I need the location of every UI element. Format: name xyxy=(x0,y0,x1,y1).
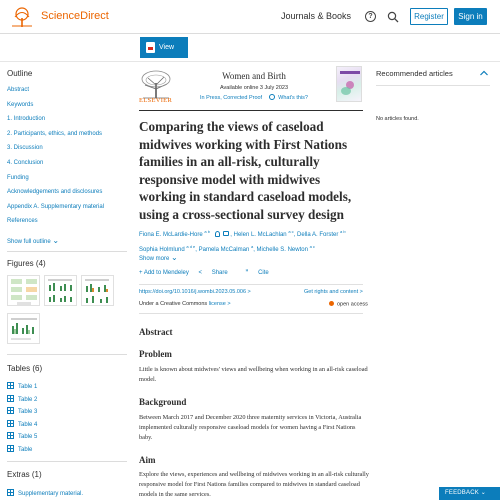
pdf-icon xyxy=(146,42,155,53)
table-link-6[interactable] xyxy=(7,445,37,458)
author-link[interactable]: Fiona E. McLardie-Hore xyxy=(139,232,203,238)
open-access-icon xyxy=(329,301,334,306)
table-link-2[interactable] xyxy=(7,395,37,408)
figure-chart-icon xyxy=(45,276,77,306)
share-icon: < xyxy=(198,270,204,276)
elsevier-tree-logo-icon[interactable] xyxy=(9,6,35,28)
doi-text: https://doi.org/10.1016/j.wombi.2023.05.006 xyxy=(139,289,247,295)
table-icon xyxy=(7,445,14,452)
person-icon[interactable] xyxy=(215,231,220,237)
cite-label: Cite xyxy=(258,270,269,276)
table-link-label: Table 4 xyxy=(18,421,38,428)
author-affiliation[interactable]: a b xyxy=(204,229,210,234)
tables-list xyxy=(7,382,37,458)
figure-flowchart-icon xyxy=(8,276,40,306)
license-notice: Under a Creative Commons license > xyxy=(139,301,231,307)
license-prefix: Under a Creative Commons xyxy=(139,301,208,307)
in-press-label[interactable]: In Press, Corrected Proof xyxy=(200,95,263,101)
author-list xyxy=(139,226,369,256)
outline-item-discussion[interactable]: 3. Discussion xyxy=(7,145,43,152)
aim-heading: Aim xyxy=(139,455,156,465)
figure-thumbnail-1[interactable] xyxy=(7,275,40,306)
doi-link[interactable]: https://doi.org/10.1016/j.wombi.2023.05.006 > xyxy=(139,289,251,295)
author-affiliation[interactable]: a xyxy=(250,244,254,249)
author-line xyxy=(139,226,369,241)
email-icon[interactable] xyxy=(223,231,229,236)
chevron-up-icon[interactable] xyxy=(479,69,489,77)
problem-heading: Problem xyxy=(139,349,172,359)
divider xyxy=(139,313,363,314)
divider xyxy=(139,110,363,111)
journals-books-link[interactable]: Journals & Books xyxy=(281,11,352,21)
document-icon xyxy=(7,489,14,496)
table-icon xyxy=(7,432,14,439)
table-icon xyxy=(7,407,14,414)
view-pdf-button[interactable] xyxy=(140,37,188,72)
table-link-label: Table 1 xyxy=(18,384,38,390)
table-link-4[interactable] xyxy=(7,420,37,433)
table-icon xyxy=(7,382,14,389)
author-link[interactable]: Sophia Holmlund xyxy=(139,247,185,253)
table-link-label: Table xyxy=(18,446,33,453)
figure-thumbnail-2[interactable] xyxy=(44,275,77,306)
divider xyxy=(376,85,490,86)
chevron-down-icon: ⌄ xyxy=(52,236,60,245)
divider xyxy=(7,461,127,462)
table-icon xyxy=(7,420,14,427)
outline-list xyxy=(7,86,127,232)
author-link[interactable]: , Della A. Forster xyxy=(293,232,339,238)
table-link-label: Table 5 xyxy=(18,434,38,441)
outline-item-keywords[interactable]: Keywords xyxy=(7,101,34,108)
author-link[interactable]: , Pamela McCalman xyxy=(195,247,250,253)
outline-item-introduction[interactable]: 1. Introduction xyxy=(7,116,46,123)
table-link-5[interactable] xyxy=(7,432,37,445)
show-full-outline-label: Show full outline xyxy=(7,239,51,245)
available-online-date: Available online 3 July 2023 xyxy=(219,85,289,91)
in-press-status xyxy=(180,94,328,101)
feedback-button[interactable]: FEEDBACK ⌄ xyxy=(439,487,500,500)
background-paragraph: Between March 2017 and December 2020 three maternity services in Victoria, Australia implemented culturally responsive caseload models for women having a First Nations baby. xyxy=(139,414,362,441)
outline-title: Outline xyxy=(7,69,33,78)
extras-title: Extras (1) xyxy=(7,470,42,479)
figure-chart-icon xyxy=(8,314,40,344)
brand-name[interactable]: ScienceDirect xyxy=(41,10,109,22)
outline-item-references[interactable]: References xyxy=(7,218,38,225)
outline-item-participants[interactable]: 2. Participants, ethics, and methods xyxy=(7,130,103,137)
author-affiliation[interactable]: a b xyxy=(340,229,346,234)
cover-title-band xyxy=(340,71,360,74)
register-button[interactable]: Register xyxy=(410,8,448,25)
search-icon[interactable] xyxy=(387,11,399,23)
info-icon[interactable] xyxy=(269,94,275,100)
quote-icon: ” xyxy=(245,270,251,276)
sign-in-button[interactable]: Sign in xyxy=(454,8,487,25)
outline-item-conclusion[interactable]: 4. Conclusion xyxy=(7,159,44,166)
divider xyxy=(7,354,127,355)
journal-title[interactable]: Women and Birth xyxy=(222,71,286,81)
outline-item-funding[interactable]: Funding xyxy=(7,174,29,181)
cite-button[interactable] xyxy=(245,270,276,276)
table-link-label: Table 3 xyxy=(18,409,38,416)
no-articles-message: No articles found. xyxy=(376,116,419,122)
share-button[interactable] xyxy=(199,270,236,276)
journal-cover-image[interactable] xyxy=(336,66,362,102)
article-toolbar xyxy=(0,34,500,72)
article-title: Comparing the views of caseload midwives working with First Nations families in an all-risk, culturally responsive model with midwives working in standard caseload models, using a cross-sectional survey design xyxy=(139,119,352,222)
tables-title: Tables (6) xyxy=(7,364,43,373)
add-to-mendeley-button[interactable]: + Add to Mendeley xyxy=(139,270,189,276)
get-rights-link[interactable]: Get rights and content > xyxy=(304,289,363,295)
supplementary-material-link[interactable] xyxy=(7,489,83,497)
figure-thumbnail-4[interactable] xyxy=(7,313,40,344)
author-link[interactable]: , Helen L. McLachlan xyxy=(230,232,287,238)
author-affiliation[interactable]: a c xyxy=(309,244,315,249)
divider xyxy=(139,284,363,285)
aim-paragraph: Explore the views, experiences and wellbeing of midwives working in an all-risk culturally responsive model for First Nations families compared to midwives in standard caseload models in the same services. xyxy=(139,471,369,498)
help-icon[interactable]: ? xyxy=(365,11,376,22)
author-affiliation[interactable]: a d e xyxy=(186,244,196,249)
figure-chart-icon xyxy=(82,276,114,306)
figures-title: Figures (4) xyxy=(7,259,46,268)
author-link[interactable]: , Michelle S. Newton xyxy=(253,247,308,253)
abstract-heading: Abstract xyxy=(139,327,173,337)
show-more-label: Show more xyxy=(139,256,170,262)
share-label: Share xyxy=(211,270,228,276)
open-access-badge xyxy=(329,301,368,308)
chevron-down-icon: ⌄ xyxy=(171,253,178,262)
table-icon xyxy=(7,395,14,402)
open-access-label: open access xyxy=(337,301,368,308)
table-link-label: Table 2 xyxy=(18,396,38,403)
outline-item-appendix[interactable]: Appendix A. Supplementary material xyxy=(7,203,105,210)
whats-this-link[interactable]: What's this? xyxy=(278,95,308,101)
table-link-3[interactable] xyxy=(7,407,37,420)
show-more-link[interactable] xyxy=(139,253,178,262)
license-link[interactable]: license xyxy=(208,301,226,307)
publisher-name: ELSEVIER xyxy=(139,97,173,104)
outline-item-abstract[interactable]: Abstract xyxy=(7,87,30,93)
table-link-1[interactable] xyxy=(7,382,37,395)
view-pdf-label: View PDF xyxy=(159,44,175,72)
figure-thumbnail-3[interactable] xyxy=(81,275,114,306)
article-actions xyxy=(139,270,285,276)
rights-label: Get rights and content xyxy=(304,289,359,295)
show-full-outline-link[interactable] xyxy=(7,236,59,245)
supplementary-material-label: Supplementary material. xyxy=(18,491,84,497)
background-heading: Background xyxy=(139,397,187,407)
recommended-articles-title: Recommended articles xyxy=(376,69,453,78)
divider xyxy=(7,251,127,252)
problem-paragraph: Little is known about midwives' views and wellbeing when working in an all-risk caseload model. xyxy=(139,366,368,383)
author-affiliation[interactable]: a c xyxy=(288,229,294,234)
top-header xyxy=(0,0,500,34)
outline-item-acknowledgements[interactable]: Acknowledgements and disclosures xyxy=(7,189,103,196)
cover-art xyxy=(341,87,351,95)
